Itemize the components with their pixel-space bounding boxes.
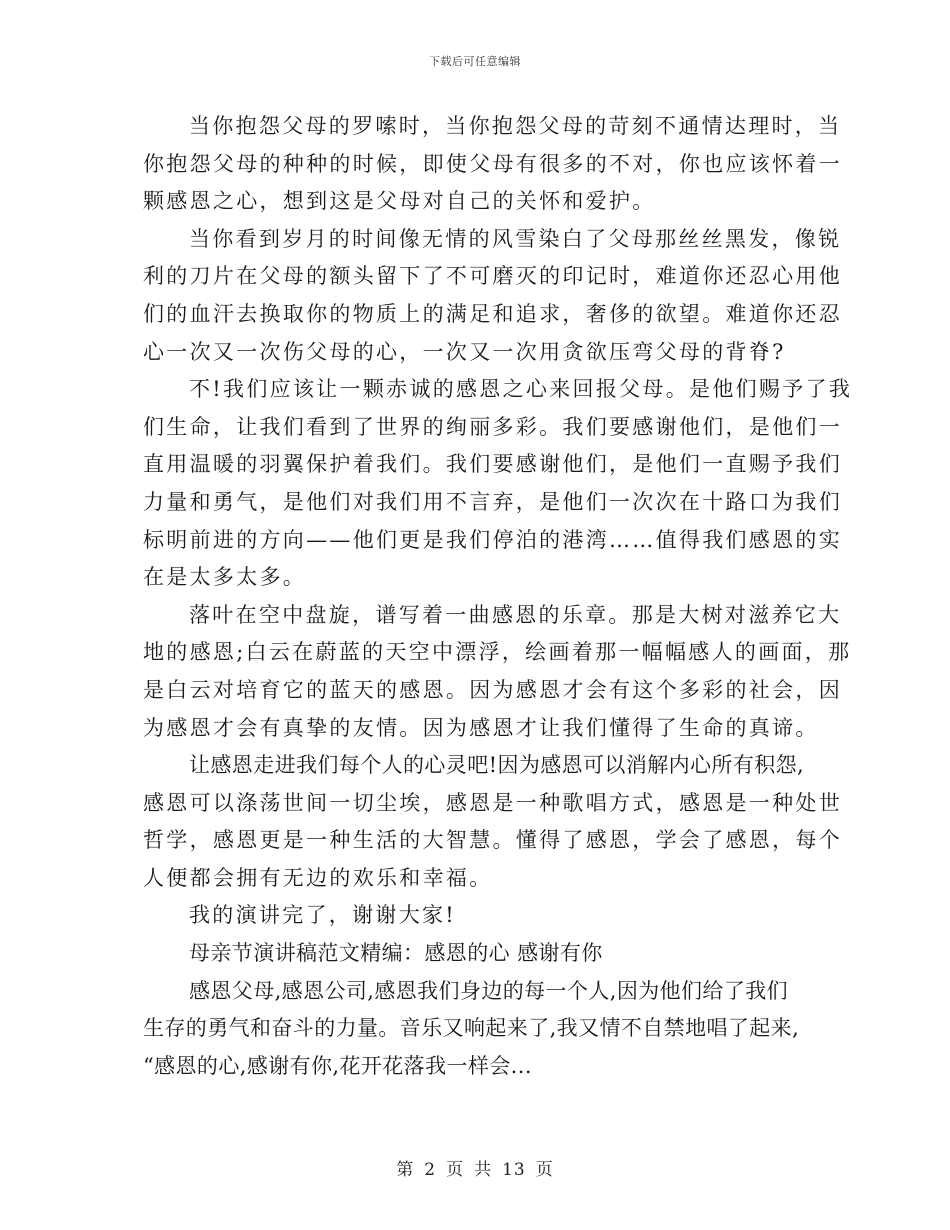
text-line: 是白云对培育它的蓝天的感恩。因为感恩才会有这个多彩的社会，因 [143,677,842,702]
text-line: 我的演讲完了，谢谢大家! [189,903,457,928]
document-body [143,108,853,1085]
text-line: 为感恩才会有真挚的友情。因为感恩才让我们懂得了生命的真谛。 [143,715,819,740]
text-line: 不!我们应该让一颗赤诚的感恩之心来回报父母。是他们赐予了我 [189,377,853,402]
footer-suffix: 页 [535,1160,554,1180]
text-line: 落叶在空中盘旋，谱写着一曲感恩的乐章。那是大树对滋养它大 [189,602,842,627]
footer-total-label: 共 [474,1160,493,1180]
text-line: 力量和勇气，是他们对我们用不言弃，是他们一次次在十路口为我们 [143,489,842,514]
text-line: “感恩的心,感谢有你,花开花落我一样会... [143,1053,532,1078]
text-line: 生存的勇气和奋斗的力量。音乐又响起来了,我又情不自禁地唱了起来, [143,1016,800,1041]
text-line: 颗感恩之心，想到这是父母对自己的关怀和爱护。 [143,189,656,214]
text-line: 在是太多太多。 [143,565,307,590]
current-page-number: 2 [424,1160,437,1180]
total-page-count: 13 [502,1160,526,1180]
page-footer [0,1155,950,1180]
footer-page-label: 页 [446,1160,465,1180]
text-line: 当你抱怨父母的罗嗦时，当你抱怨父母的苛刻不通情达理时，当 [189,114,842,138]
text-line: 你抱怨父母的种种的时候，即使父母有很多的不对，你也应该怀着一 [143,151,842,176]
text-line: 当你看到岁月的时间像无情的风雪染白了父母那丝丝黑发，像锐 [189,226,842,251]
text-line: 们的血汗去换取你的物质上的满足和追求，奢侈的欲望。难道你还忍 [143,301,842,326]
footer-prefix: 第 [396,1160,415,1180]
text-line: 人便都会拥有无边的欢乐和幸福。 [143,865,493,890]
text-line: 心一次又一次伤父母的心，一次又一次用贪欲压弯父母的背脊? [143,339,786,364]
page-header: 下载后可任意编辑 [429,55,521,68]
text-line: 地的感恩;白云在蔚蓝的天空中漂浮，绘画着那一幅幅感人的画面，那 [143,640,852,665]
text-line: 标明前进的方向——他们更是我们停泊的港湾……值得我们感恩的实 [143,527,842,552]
text-line: 让感恩走进我们每个人的心灵吧!因为感恩可以消解内心所有积怨, [189,753,805,778]
text-line: 们生命，让我们看到了世界的绚丽多彩。我们要感谢他们，是他们一 [143,414,842,439]
text-line: 感恩父母,感恩公司,感恩我们身边的每一个人,因为他们给了我们 [189,978,789,1003]
section-heading: 母亲节演讲稿范文精编：感恩的心 感谢有你 [189,941,603,966]
text-line: 哲学，感恩更是一种生活的大智慧。懂得了感恩，学会了感恩，每个 [143,828,842,853]
text-line: 直用温暖的羽翼保护着我们。我们要感谢他们，是他们一直赐予我们 [143,452,842,477]
text-line: 感恩可以涤荡世间一切尘埃，感恩是一种歌唱方式，感恩是一种处世 [143,790,842,815]
text-line: 利的刀片在父母的额头留下了不可磨灭的印记时，难道你还忍心用他 [143,264,842,289]
